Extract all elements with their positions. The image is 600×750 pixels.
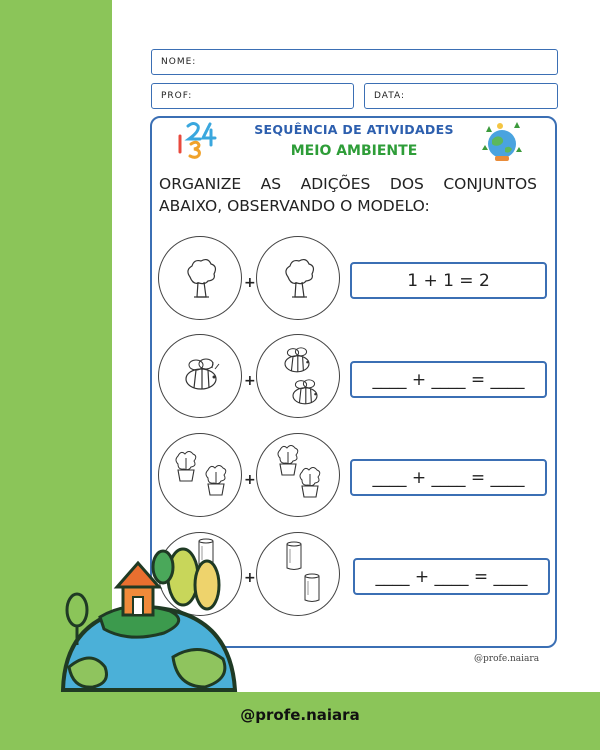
answer-box[interactable]: 1 + 1 = 2 — [350, 262, 547, 299]
plus-sign: + — [244, 570, 256, 586]
set-circle-right — [256, 334, 340, 418]
name-field[interactable] — [151, 49, 558, 75]
set-circle-right — [256, 532, 340, 616]
can-icon — [303, 573, 321, 603]
answer-box[interactable]: ____ + ____ = ____ — [350, 459, 547, 496]
set-circle-right — [256, 433, 340, 517]
instruction-line-2: ABAIXO, OBSERVANDO O MODELO: — [159, 197, 430, 215]
bee-icon — [179, 353, 223, 393]
footer-handle: @profe.naiara — [240, 706, 360, 724]
plus-sign: + — [244, 472, 256, 488]
plant-pot-icon — [297, 464, 323, 500]
can-icon — [285, 541, 303, 571]
prof-label: PROF: — [161, 91, 193, 101]
set-circle-left — [158, 433, 242, 517]
instruction-line-1: ORGANIZE AS ADIÇÕES DOS CONJUNTOS — [159, 175, 537, 193]
tree-icon — [282, 257, 316, 301]
name-label: NOME: — [161, 57, 197, 67]
set-circle-left — [158, 236, 242, 320]
date-label: DATA: — [374, 91, 406, 101]
activity-title: SEQUÊNCIA DE ATIVIDADES — [254, 122, 454, 137]
activity-subtitle: MEIO AMBIENTE — [290, 143, 418, 159]
date-field[interactable] — [364, 83, 558, 109]
answer-box[interactable]: ____ + ____ = ____ — [353, 558, 550, 595]
tree-icon — [184, 257, 218, 301]
plus-sign: + — [244, 275, 256, 291]
set-circle-right — [256, 236, 340, 320]
bee-icon — [279, 343, 315, 375]
answer-box[interactable]: ____ + ____ = ____ — [350, 361, 547, 398]
plant-pot-icon — [203, 462, 229, 498]
eco-globe-icon — [478, 120, 526, 164]
bee-icon — [287, 375, 323, 407]
colorful-numbers-icon — [170, 118, 220, 160]
credit-handle: @profe.naiara — [474, 654, 540, 664]
set-circle-left — [158, 334, 242, 418]
plus-sign: + — [244, 373, 256, 389]
earth-with-house-icon — [55, 545, 240, 695]
prof-field[interactable] — [151, 83, 354, 109]
plant-pot-icon — [173, 448, 199, 484]
